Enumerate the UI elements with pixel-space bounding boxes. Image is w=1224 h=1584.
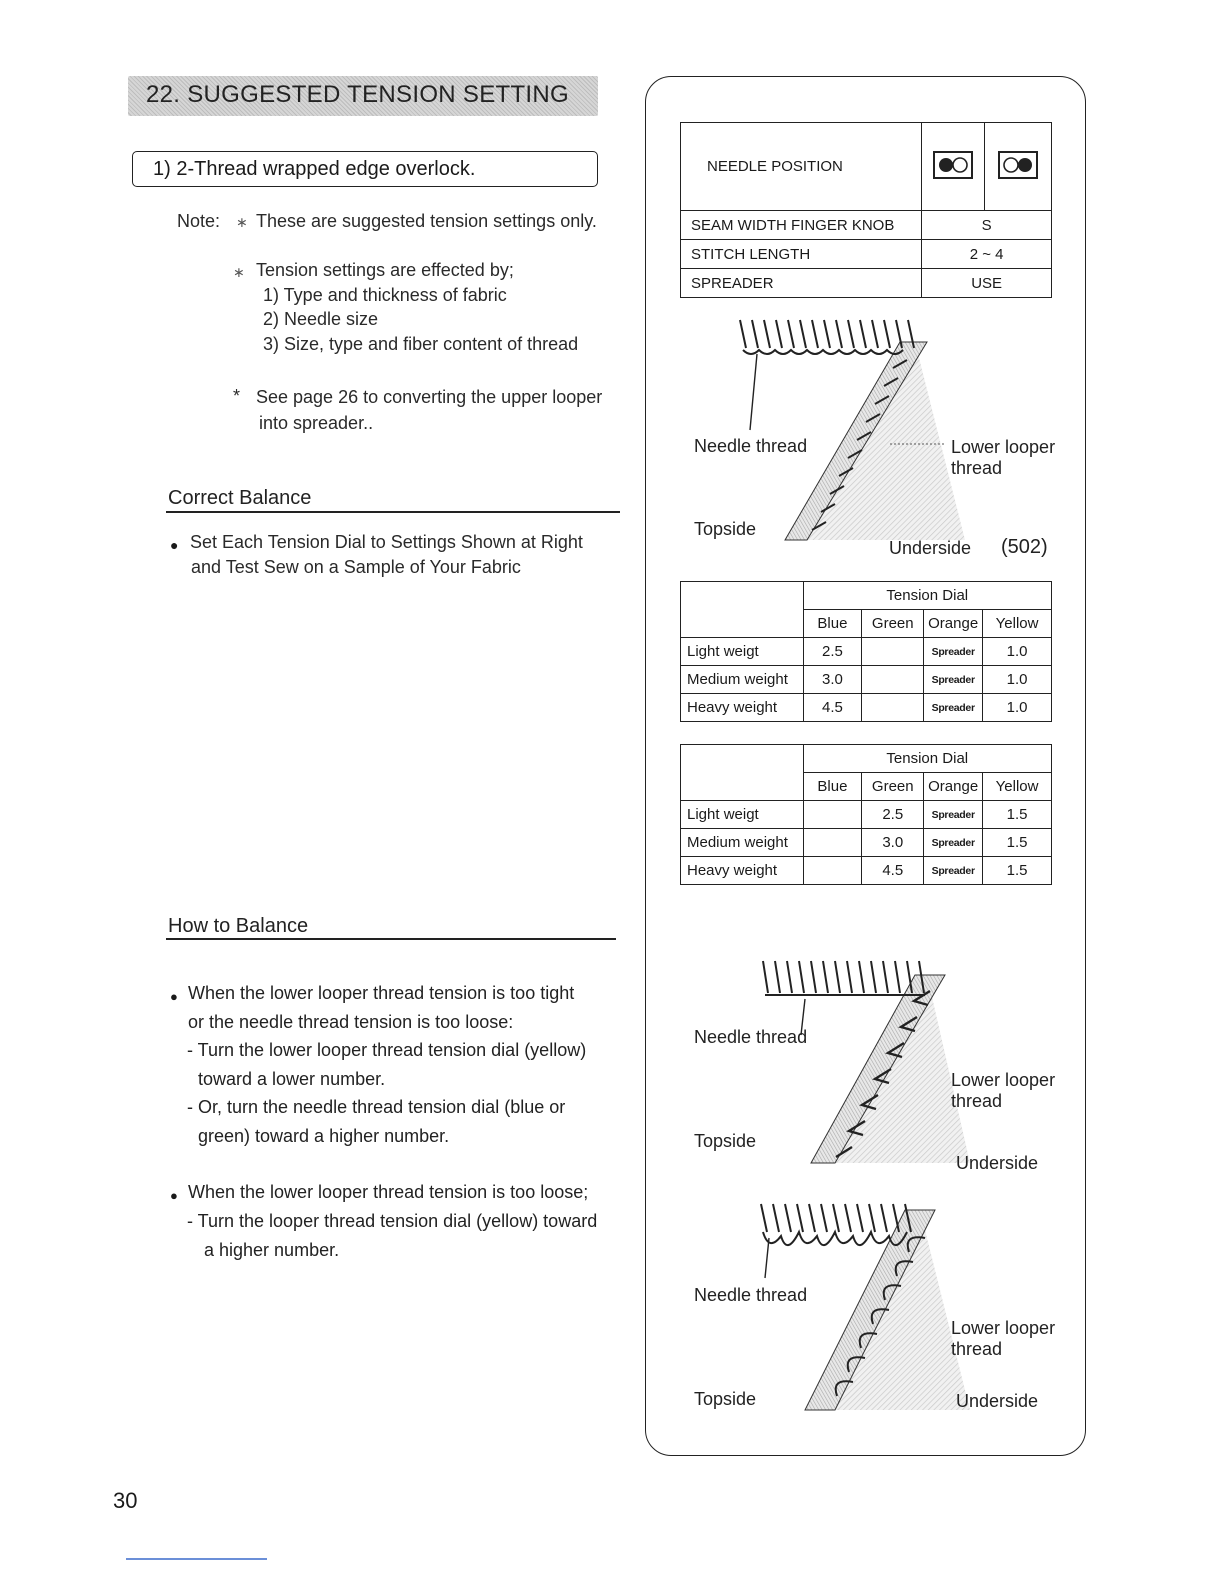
row-label: Medium weight	[681, 666, 804, 694]
row-label: Heavy weight	[681, 857, 804, 885]
cell-yellow: 1.0	[983, 638, 1052, 666]
cell-yellow: 1.5	[983, 829, 1052, 857]
balance-p2-b: - Turn the looper thread tension dial (yellow) toward	[187, 1211, 598, 1231]
table-row	[681, 829, 1052, 857]
cell-yellow: 1.0	[983, 666, 1052, 694]
top-loops	[761, 1204, 911, 1245]
settings-row-value: USE	[922, 269, 1052, 298]
topside-label: Topside	[694, 1131, 757, 1151]
bullet-dot-icon: ●	[170, 537, 179, 553]
lower-looper-label-2: thread	[951, 1091, 1003, 1111]
balance-p2-a: When the lower looper thread tension is too loose;	[188, 1182, 589, 1202]
settings-row	[681, 211, 1052, 240]
needle-thread-pointer	[765, 1238, 769, 1278]
balance-p1-a: When the lower looper thread tension is too tight	[188, 983, 575, 1003]
cell-orange: Spreader	[924, 666, 983, 694]
cell-orange: Spreader	[924, 857, 983, 885]
settings-row-label: STITCH LENGTH	[681, 240, 922, 269]
needle-right-icon	[998, 151, 1038, 179]
cell-yellow: 1.5	[983, 801, 1052, 829]
note-line-1: These are suggested tension settings only.	[256, 211, 597, 231]
correct-balance-heading: Correct Balance	[168, 487, 312, 509]
table-row	[681, 857, 1052, 885]
cell-green: 2.5	[862, 801, 924, 829]
cell-yellow: 1.0	[983, 694, 1052, 722]
how-to-balance-heading: How to Balance	[168, 915, 309, 937]
star-bullet-icon: ∗	[233, 264, 245, 280]
row-label: Light weigt	[681, 801, 804, 829]
balance-p1-c: - Turn the lower looper thread tension dial (yellow)	[187, 1040, 587, 1060]
tension-dial-header: Tension Dial	[803, 745, 1051, 773]
footer-rule	[126, 1558, 267, 1560]
cell-blue	[803, 801, 862, 829]
needle-thread-label: Needle thread	[694, 1027, 808, 1047]
cell-green	[862, 694, 924, 722]
subtitle-box	[132, 151, 598, 187]
col-orange: Orange	[924, 773, 983, 801]
cell-orange: Spreader	[924, 829, 983, 857]
cell-orange: Spreader	[924, 801, 983, 829]
col-orange: Orange	[924, 610, 983, 638]
needle-thread-label: Needle thread	[694, 436, 808, 456]
tension-table-1	[680, 581, 1052, 722]
col-green: Green	[862, 610, 924, 638]
bullet-dot-icon: ●	[170, 1188, 178, 1203]
lower-looper-label: Lower looper	[951, 1070, 1056, 1090]
lower-looper-label: Lower looper	[951, 437, 1056, 457]
cell-blue: 2.5	[803, 638, 862, 666]
page-number: 30	[113, 1488, 138, 1513]
cell-orange: Spreader	[924, 694, 983, 722]
cell-blue	[803, 829, 862, 857]
stitch-diagram-too-loose	[755, 1198, 970, 1418]
cell-green: 4.5	[862, 857, 924, 885]
needle-right-cell	[985, 123, 1052, 211]
col-green: Green	[862, 773, 924, 801]
correct-balance-rule	[166, 511, 620, 513]
needle-position-label: NEEDLE POSITION	[681, 123, 922, 211]
needle-thread-label: Needle thread	[694, 1285, 808, 1305]
asterisk-bullet-icon: *	[233, 386, 241, 406]
note-line-2: Tension settings are effected by;	[256, 260, 514, 280]
cell-yellow: 1.5	[983, 857, 1052, 885]
correct-balance-text-a: Set Each Tension Dial to Settings Shown at Right	[190, 532, 583, 552]
star-bullet-icon: ∗	[236, 214, 248, 230]
settings-row-value: 2 ~ 4	[922, 240, 1052, 269]
col-yellow: Yellow	[983, 773, 1052, 801]
cell-green	[862, 638, 924, 666]
lower-looper-label-2: thread	[951, 1339, 1003, 1359]
note-sub-2: 2) Needle size	[263, 309, 379, 329]
needle-left-icon	[933, 151, 973, 179]
settings-row-label: SEAM WIDTH FINGER KNOB	[681, 211, 922, 240]
row-label: Heavy weight	[681, 694, 804, 722]
note-sub-3: 3) Size, type and fiber content of thread	[263, 334, 579, 354]
underside-label: Underside	[956, 1391, 1039, 1411]
needle-left-cell	[922, 123, 985, 211]
subtitle: 1) 2-Thread wrapped edge overlock.	[153, 158, 476, 180]
lower-looper-label-2: thread	[951, 458, 1003, 478]
tension-table-corner	[681, 745, 804, 801]
stitch-diagram-too-tight	[755, 955, 970, 1170]
balance-p2-c: a higher number.	[204, 1240, 340, 1260]
settings-row-label: SPREADER	[681, 269, 922, 298]
tension-table-2	[680, 744, 1052, 885]
cell-green	[862, 666, 924, 694]
how-to-balance-rule	[166, 938, 616, 940]
machine-settings-table	[680, 122, 1052, 298]
section-title: 22. SUGGESTED TENSION SETTING	[146, 81, 570, 108]
table-row	[681, 638, 1052, 666]
tension-table-corner	[681, 582, 804, 638]
underside-label: Underside	[889, 538, 972, 558]
cell-blue: 4.5	[803, 694, 862, 722]
cell-green: 3.0	[862, 829, 924, 857]
settings-row	[681, 240, 1052, 269]
col-blue: Blue	[803, 610, 862, 638]
bullet-dot-icon: ●	[170, 989, 178, 1004]
balance-p1-d: toward a lower number.	[198, 1069, 386, 1089]
col-yellow: Yellow	[983, 610, 1052, 638]
row-label: Medium weight	[681, 829, 804, 857]
cell-blue: 3.0	[803, 666, 862, 694]
settings-row-value: S	[922, 211, 1052, 240]
topside-label: Topside	[694, 1389, 757, 1409]
cell-orange: Spreader	[924, 638, 983, 666]
stitch-code: (502)	[1001, 536, 1048, 558]
tension-dial-header: Tension Dial	[803, 582, 1051, 610]
note-label: Note:	[177, 211, 221, 231]
row-label: Light weigt	[681, 638, 804, 666]
balance-p1-b: or the needle thread tension is too loose:	[188, 1012, 514, 1032]
table-row	[681, 694, 1052, 722]
lower-looper-label: Lower looper	[951, 1318, 1056, 1338]
settings-row	[681, 269, 1052, 298]
note-line-3a: See page 26 to converting the upper looper	[256, 387, 603, 407]
balance-p1-f: green) toward a higher number.	[198, 1126, 450, 1146]
correct-balance-text-b: and Test Sew on a Sample of Your Fabric	[191, 557, 521, 577]
col-blue: Blue	[803, 773, 862, 801]
needle-thread-pointer	[750, 354, 757, 430]
section-title-banner	[128, 76, 598, 116]
table-row	[681, 801, 1052, 829]
table-row	[681, 666, 1052, 694]
topside-label: Topside	[694, 519, 757, 539]
top-loops	[763, 961, 925, 995]
balance-p1-e: - Or, turn the needle thread tension dial (blue or	[187, 1097, 566, 1117]
note-sub-1: 1) Type and thickness of fabric	[263, 285, 507, 305]
stitch-diagram-correct	[735, 312, 965, 552]
top-loops	[740, 320, 914, 354]
note-line-3b: into spreader..	[259, 413, 374, 433]
underside-label: Underside	[956, 1153, 1039, 1173]
cell-blue	[803, 857, 862, 885]
